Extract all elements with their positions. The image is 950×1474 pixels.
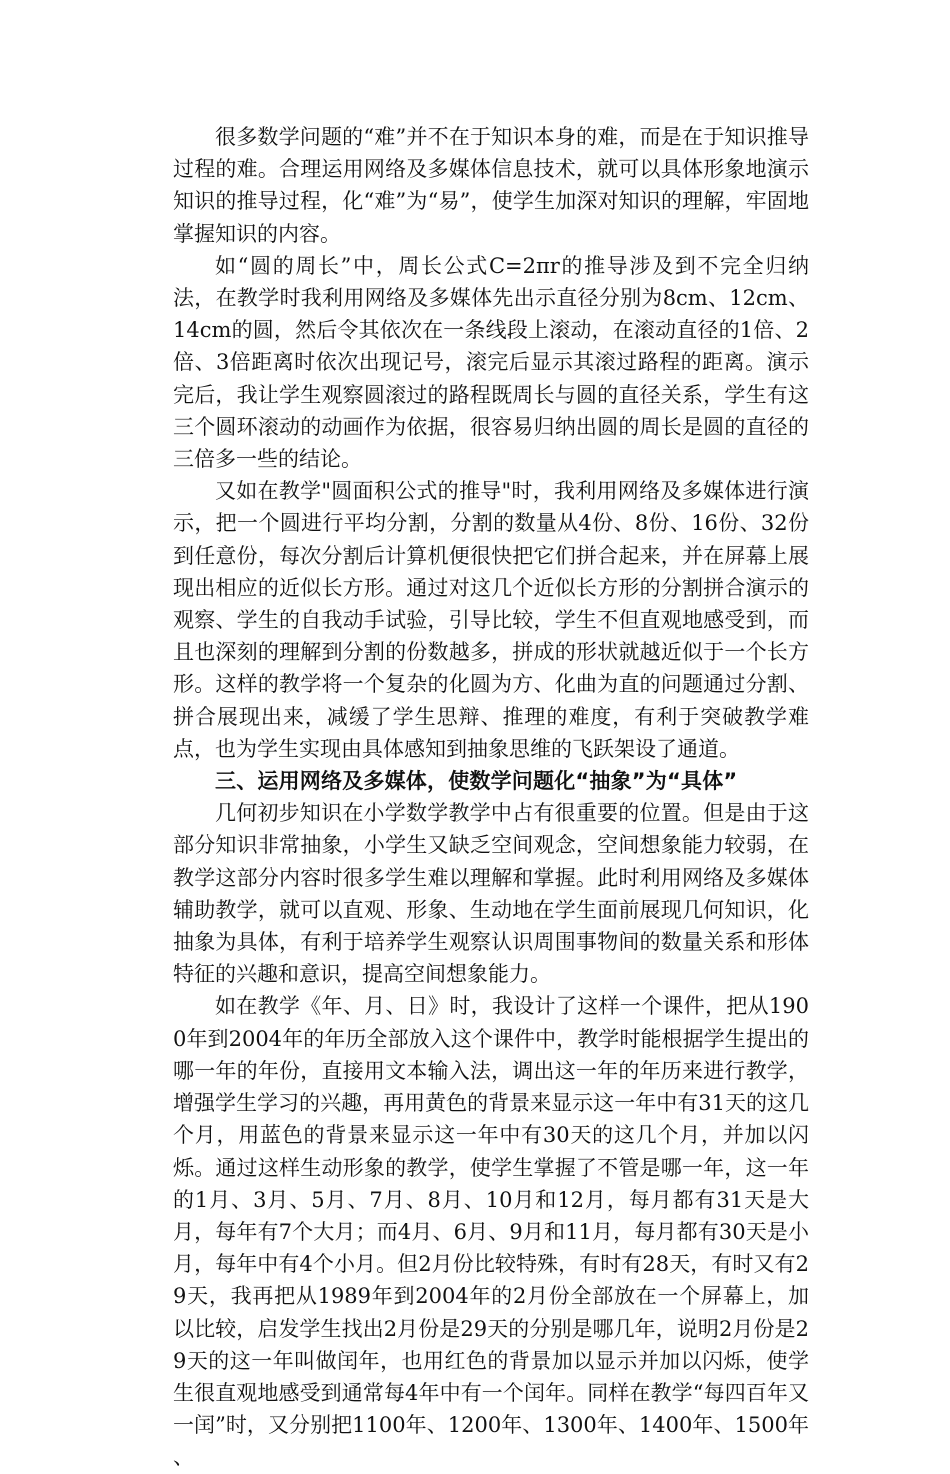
paragraph-circle-area: 又如在教学"圆面积公式的推导"时，我利用网络及多媒体进行演示，把一个圆进行平均分割，分割的数量从4份、8份、16份、32份到任意份，每次分割后计算机便很快把它们拼合起来，并在屏幕上展现出相应的近似长方形。通过对这几个近似长方形的分割拼合演示的观察、学生的自我动手试验，引导比较，学生不但直观地感受到，而且也深刻的理解到分割的份数越多，拼成的形状就越近似于一个长方形。这样的教学将一个复杂的化圆为方、化曲为直的问题通过分割、拼合展现出来，减缓了学生思辩、推理的难度，有利于突破教学难点，也为学生实现由具体感知到抽象思维的飞跃架设了通道。 [173, 479, 809, 761]
section-heading-three: 三、运用网络及多媒体，使数学问题化“抽象”为“具体” [215, 769, 738, 794]
paragraph-intro-difficulty: 很多数学问题的“难”并不在于知识本身的难，而是在于知识推导过程的难。合理运用网络及多媒体信息技术，就可以具体形象地演示知识的推导过程，化“难”为“易”，使学生加深对知识的理解，牢固地掌握知识的内容。 [173, 125, 809, 246]
paragraph-year-month-day: 如在教学《年、月、日》时，我设计了这样一个课件，把从1900年到2004年的年历全部放入这个课件中，教学时能根据学生提出的哪一年的年份，直接用文本输入法，调出这一年的年历来进行教学，增强学生学习的兴趣，再用黄色的背景来显示这一年中有31天的这几个月，用蓝色的背景来显示这一年中有30天的这几个月，并加以闪烁。通过这样生动形象的教学，使学生掌握了不管是哪一年，这一年的1月、3月、5月、7月、8月、10月和12月，每月都有31天是大月，每年有7个大月；而4月、6月、9月和11月，每月都有30天是小月，每年中有4个小月。但2月份比较特殊，有时有28天，有时又有29天，我再把从1989年到2004年的2月份全部放在一个屏幕上，加以比较，启发学生找出2月份是29天的分别是哪几年，说明2月份是29天的这一年叫做闰年，也用红色的背景加以显示并加以闪烁，使学生很直观地感受到通常每4年中有一个闰年。同样在教学“每四百年又一闰”时，又分别把1100年、1200年、1300年、1400年、1500年 、 [173, 994, 809, 1470]
paragraph-geometry-knowledge: 几何初步知识在小学数学教学中占有很重要的位置。但是由于这部分知识非常抽象，小学生又缺乏空间观念，空间想象能力较弱，在教学这部分内容时很多学生难以理解和掌握。此时利用网络及多媒体辅助教学，就可以直观、形象、生动地在学生面前展现几何知识，化抽象为具体，有利于培养学生观察认识周围事物间的数量关系和形体特征的兴趣和意识，提高空间想象能力。 [173, 801, 809, 987]
document-body [173, 121, 809, 1474]
paragraph-circle-circumference: 如“圆的周长”中，周长公式C=2πr的推导涉及到不完全归纳法，在教学时我利用网络及多媒体先出示直径分别为8cm、12cm、14cm的圆，然后令其依次在一条线段上滚动，在滚动直径的1倍、2倍、3倍距离时依次出现记号，滚完后显示其滚过路程的距离。演示完后，我让学生观察圆滚过的路程既周长与圆的直径关系，学生有这三个圆环滚动的动画作为依据，很容易归纳出圆的周长是圆的直径的三倍多一些的结论。 [173, 253, 809, 472]
